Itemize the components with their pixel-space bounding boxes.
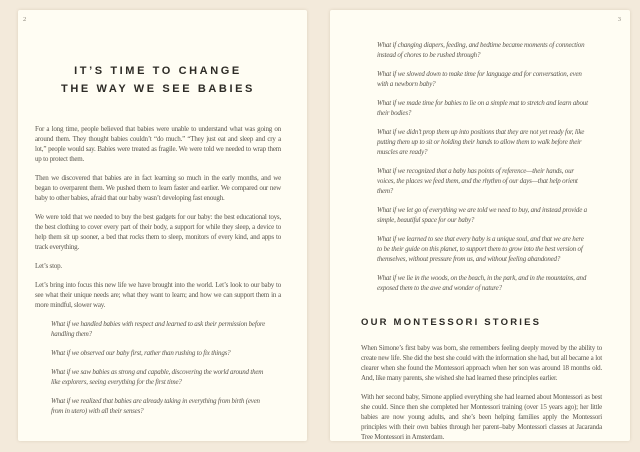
what-if-question: What if we realized that babies are already taking in everything from birth (even from in utero) with all their senses? [51,397,260,415]
section-heading: OUR MONTESSORI STORIES [361,317,542,328]
paragraph: When Simone’s first baby was born, she remembers feeling deeply moved by the ability to create new life. She did the best she could with the information she had, but all became a lot clearer when she found the Montessori approach when her son was around 18 months old. And, like many parents, she wished she had learned these principles earlier. [361,344,602,382]
chapter-title-line-1: IT’S TIME TO CHANGE [74,65,242,77]
paragraph: With her second baby, Simone applied everything she had learned about Montessori as best she could. Since then she completed her Montessori training (over 15 years ago); her little babies are now young adults, and she’s been helping families apply the Montessori principles with their own babies through her parent–baby Montessori classes at Jacaranda Tree Montessori in Amsterdam. [361,393,602,441]
paragraph: Let’s bring into focus this new life we have brought into the world. Let’s look to our baby to see what their unique needs are; what they want to learn; and how we can support them in a more mindful, slower way. [35,281,281,309]
what-if-question: What if we didn’t prop them up into positions that they are not yet ready for, like putting them up to sit or holding their hands to allow them to walk before their muscles are ready? [377,128,585,156]
what-if-question: What if we made time for babies to lie on a simple mat to stretch and learn about their bodies? [377,99,588,117]
paragraph: Let’s stop. [35,262,62,270]
what-if-question: What if we recognized that a baby has points of reference—their hands, our voices, the places we feed them, and the rhythm of our days—that help orient them? [377,167,578,195]
what-if-question: What if we slowed down to make time for language and for conversation, even with a newborn baby? [377,70,582,88]
chapter-title-line-2: THE WAY WE SEE BABIES [61,83,255,95]
paragraph: Then we discovered that babies are in fact learning so much in the early months, and we began to overparent them. We pushed them to learn faster and earlier. We compared our new baby to other babies, afraid that our baby wasn’t developing fast enough. [35,174,281,202]
page-right [330,10,630,441]
paragraph: We were told that we needed to buy the best gadgets for our baby: the best educational toys, the best clothing to cover every part of their body, a support for while they sleep, a device to help them sit up sooner, a bed that rocks them to sleep, monitors of every kind, and apps to track everything. [35,213,281,251]
what-if-question: What if changing diapers, feeding, and bedtime became moments of connection instead of chores to be rushed through? [377,41,585,59]
what-if-question: What if we saw babies as strong and capable, discovering the world around them like explorers, seeing everything for the first time? [51,368,264,386]
what-if-question: What if we learned to see that every baby is a unique soul, and that we are here to be their guide on this planet, to support them to grow into the best version of themselves, without pressure from us, and without feeling abandoned? [377,235,584,263]
chapter-title [35,62,281,98]
page-number-right: 3 [617,16,621,23]
page-number-left: 2 [23,16,27,23]
what-if-question: What if we let go of everything we are told we need to buy, and instead provide a simple, beautiful space for our baby? [377,206,587,224]
what-if-question: What if we lie in the woods, on the beach, in the park, and in the mountains, and exposed them to the awe and wonder of nature? [377,274,587,292]
paragraph: For a long time, people believed that babies were unable to understand what was going on around them. They thought babies couldn’t “do much.” “They just eat and sleep and cry a lot,” people would say. Babies were treated as fragile. We were told we needed to wrap them up to protect them. [35,125,281,163]
what-if-question: What if we observed our baby first, rather than rushing to fix things? [51,349,231,357]
what-if-question: What if we handled babies with respect and learned to ask their permission before handling them? [51,320,266,338]
page-left [18,10,307,441]
